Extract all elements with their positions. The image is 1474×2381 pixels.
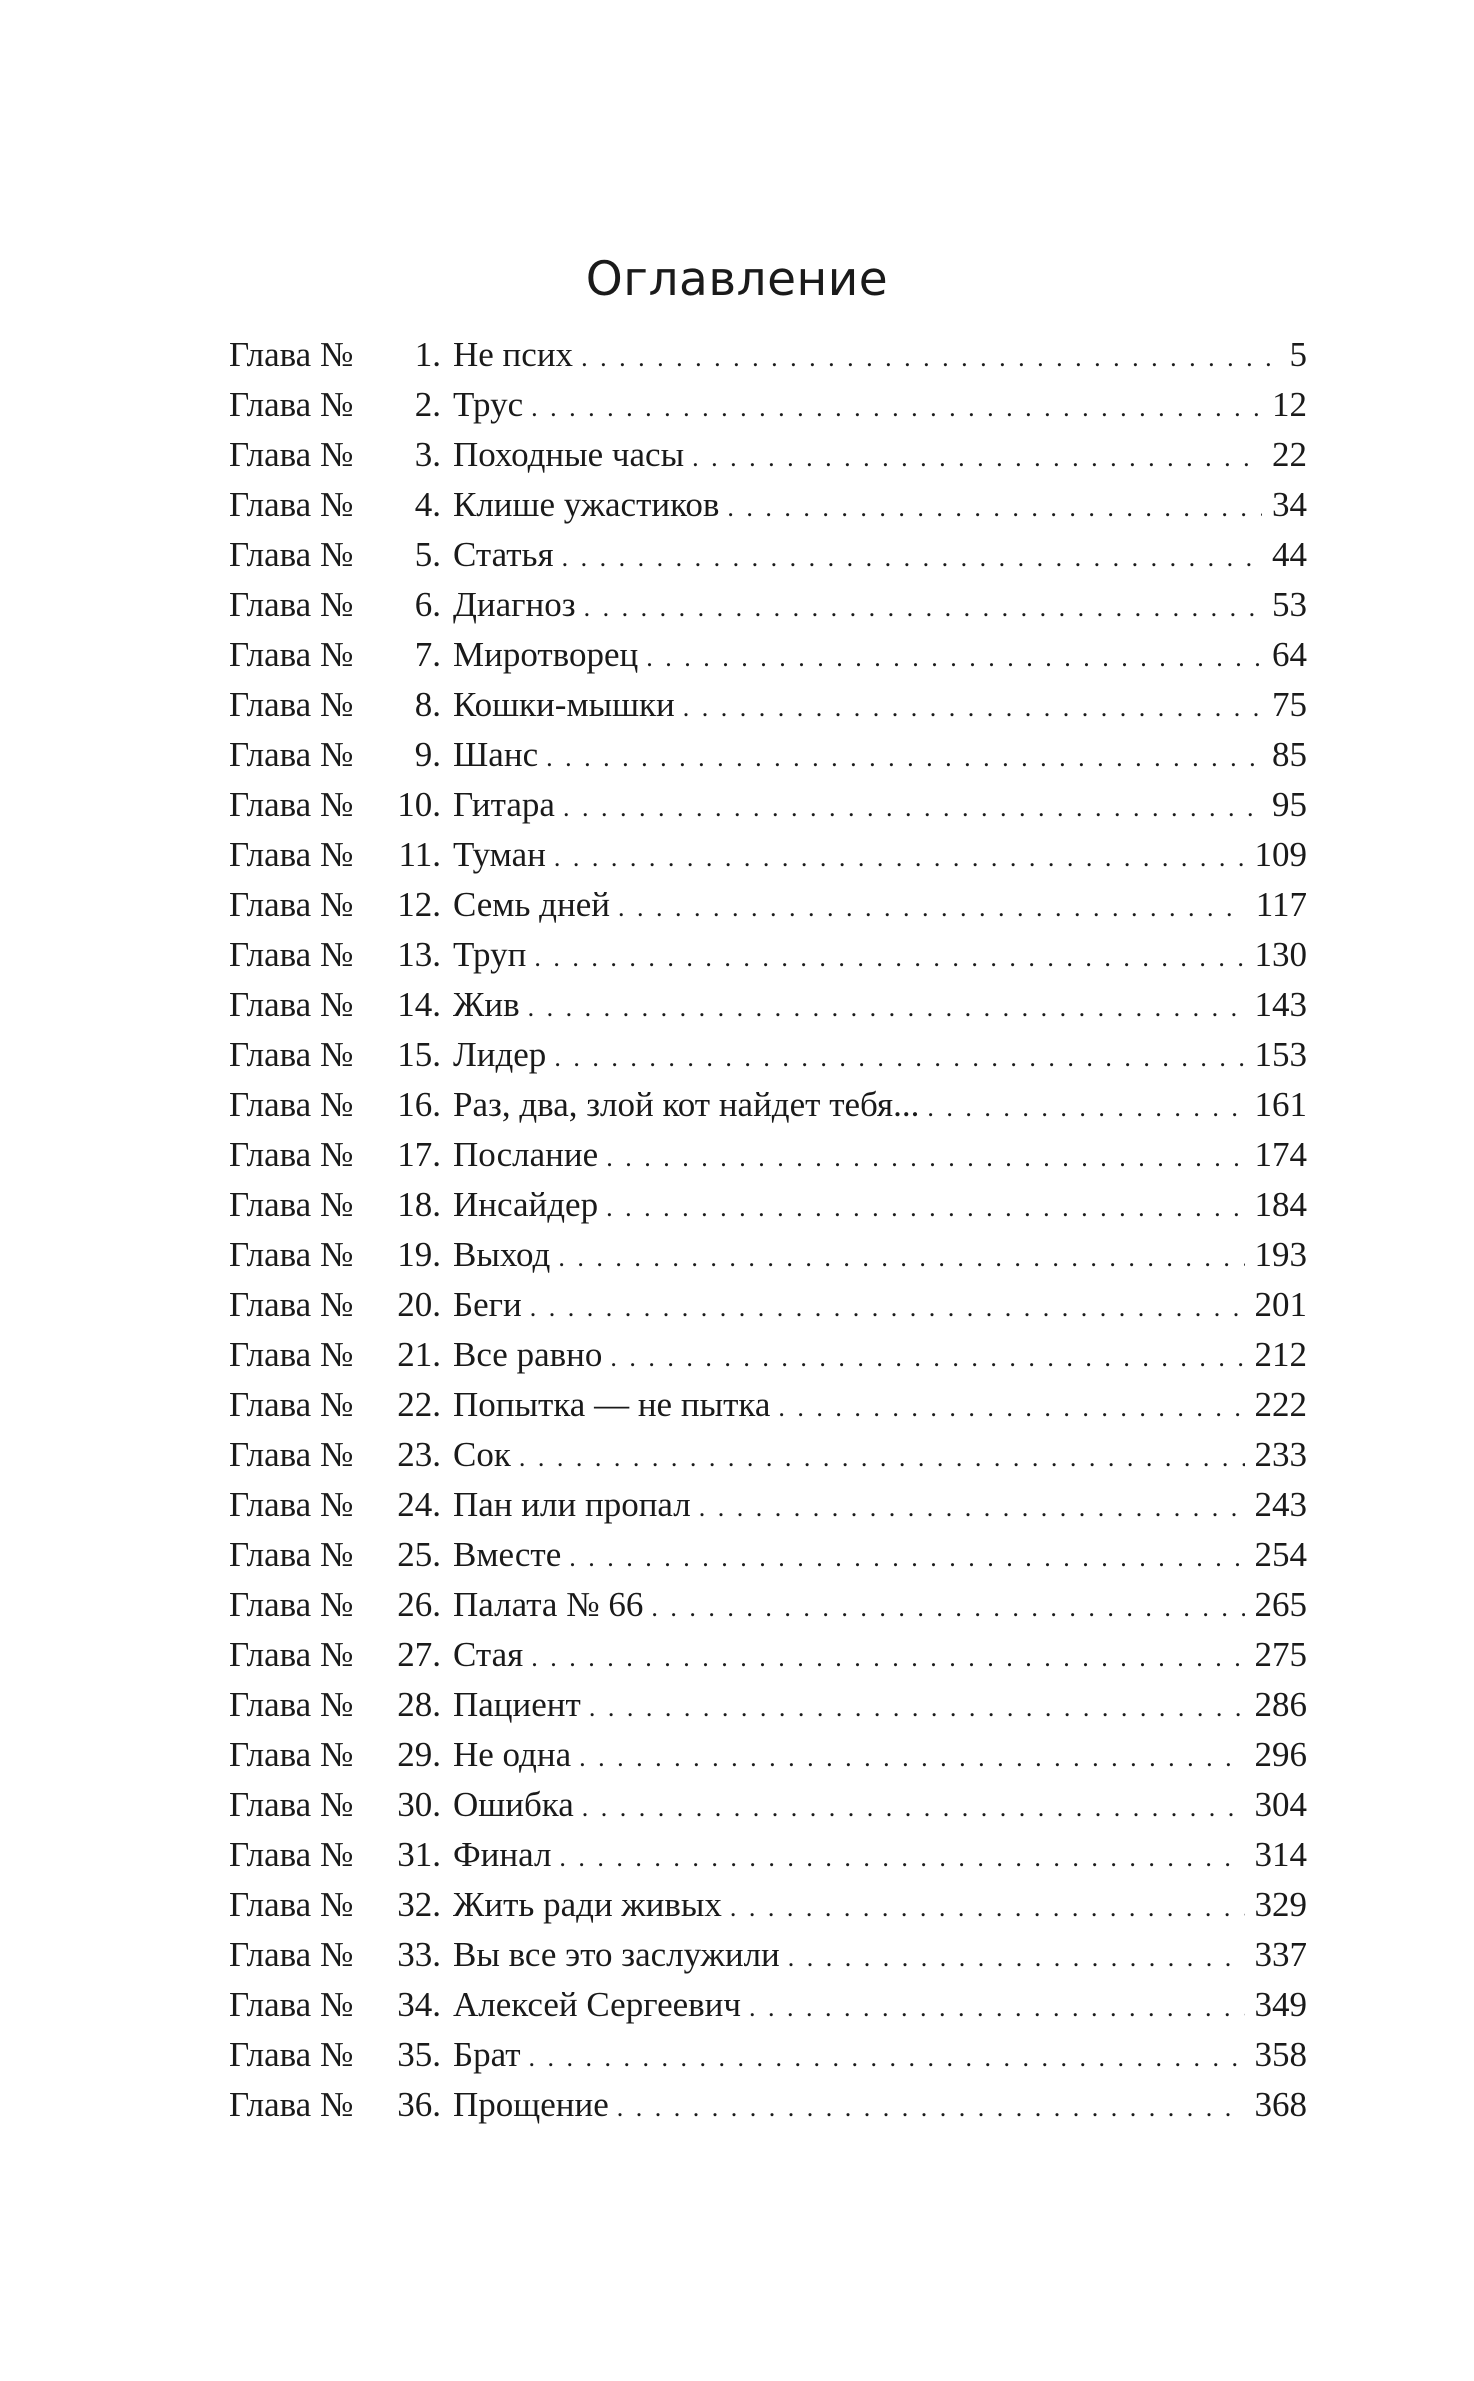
toc-entry[interactable] (229, 480, 1307, 530)
chapter-number: 21. (397, 1335, 441, 1374)
chapter-title: Прощение (453, 2085, 609, 2124)
page-number: 265 (1254, 1585, 1307, 1624)
toc-entry[interactable] (229, 880, 1307, 930)
toc-entry[interactable] (229, 580, 1307, 630)
page-number: 143 (1254, 985, 1307, 1024)
toc-entry[interactable] (229, 680, 1307, 730)
chapter-title: Сок (453, 1435, 511, 1474)
chapter-number: 4. (414, 485, 441, 524)
chapter-prefix: Глава № (229, 1285, 354, 1324)
page-number: 329 (1254, 1885, 1307, 1924)
chapter-prefix: Глава № (229, 1385, 354, 1424)
dot-leader (563, 783, 1262, 833)
chapter-title: Семь дней (453, 885, 610, 924)
page-number: 358 (1254, 2035, 1307, 2074)
page-number: 243 (1254, 1485, 1307, 1524)
page-number: 5 (1289, 335, 1307, 374)
dot-leader (534, 933, 1244, 983)
page-number: 117 (1255, 885, 1307, 924)
chapter-number: 5. (414, 535, 441, 574)
toc-entry[interactable] (229, 1980, 1307, 2030)
chapter-prefix: Глава № (229, 1935, 354, 1974)
chapter-title: Выход (453, 1235, 551, 1274)
chapter-prefix: Глава № (229, 2035, 354, 2074)
chapter-title: Пан или пропал (453, 1485, 691, 1524)
page-number: 12 (1272, 385, 1307, 424)
toc-entry[interactable] (229, 730, 1307, 780)
page-number: 95 (1272, 785, 1307, 824)
chapter-number: 20. (397, 1285, 441, 1324)
chapter-number: 7. (414, 635, 441, 674)
dot-leader (646, 633, 1262, 683)
chapter-prefix: Глава № (229, 1185, 354, 1224)
chapter-prefix: Глава № (229, 1985, 354, 2024)
chapter-prefix: Глава № (229, 885, 354, 924)
page-number: 109 (1254, 835, 1307, 874)
dot-leader (692, 433, 1262, 483)
chapter-title: Инсайдер (453, 1185, 599, 1224)
dot-leader (699, 1483, 1245, 1533)
chapter-number: 12. (397, 885, 441, 924)
chapter-prefix: Глава № (229, 1885, 354, 1924)
chapter-title: Пациент (453, 1685, 581, 1724)
page-number: 337 (1254, 1935, 1307, 1974)
toc-entry[interactable] (229, 1930, 1307, 1980)
toc-entry[interactable] (229, 1630, 1307, 1680)
dot-leader (749, 1983, 1244, 2033)
chapter-title: Статья (453, 535, 554, 574)
toc-entry[interactable] (229, 1230, 1307, 1280)
chapter-number: 8. (414, 685, 441, 724)
toc-entry[interactable] (229, 380, 1307, 430)
toc-entry[interactable] (229, 830, 1307, 880)
chapter-number: 33. (397, 1935, 441, 1974)
dot-leader (651, 1583, 1244, 1633)
chapter-number: 36. (397, 2085, 441, 2124)
chapter-number: 19. (397, 1235, 441, 1274)
dot-leader (554, 833, 1245, 883)
chapter-number: 23. (397, 1435, 441, 1474)
chapter-number: 22. (397, 1385, 441, 1424)
chapter-number: 10. (397, 785, 441, 824)
chapter-prefix: Глава № (229, 585, 354, 624)
page-number: 75 (1272, 685, 1307, 724)
chapter-title: Вы все это заслужили (453, 1935, 780, 1974)
chapter-prefix: Глава № (229, 1435, 354, 1474)
chapter-number: 32. (397, 1885, 441, 1924)
toc-entry[interactable] (229, 1530, 1307, 1580)
chapter-prefix: Глава № (229, 1685, 354, 1724)
chapter-prefix: Глава № (229, 1785, 354, 1824)
page-number: 34 (1272, 485, 1307, 524)
dot-leader (579, 1733, 1244, 1783)
toc-entry[interactable] (229, 330, 1307, 380)
chapter-prefix: Глава № (229, 635, 354, 674)
chapter-title: Не одна (453, 1735, 572, 1774)
toc-entry[interactable] (229, 1130, 1307, 1180)
chapter-number: 11. (398, 835, 441, 874)
page-number: 286 (1254, 1685, 1307, 1724)
dot-leader (606, 1183, 1244, 1233)
dot-leader (778, 1383, 1244, 1433)
toc-entry[interactable] (229, 430, 1307, 480)
page-number: 368 (1254, 2085, 1307, 2124)
chapter-prefix: Глава № (229, 485, 354, 524)
page-number: 130 (1254, 935, 1307, 974)
chapter-title: Жить ради живых (453, 1885, 722, 1924)
chapter-title: Клише ужастиков (453, 485, 720, 524)
dot-leader (610, 1333, 1244, 1383)
chapter-number: 1. (414, 335, 441, 374)
chapter-title: Брат (453, 2035, 521, 2074)
dot-leader (581, 333, 1279, 383)
page-number: 314 (1254, 1835, 1307, 1874)
chapter-title: Туман (453, 835, 546, 874)
dot-leader (531, 383, 1262, 433)
toc-entry[interactable] (229, 1180, 1307, 1230)
chapter-title: Палата № 66 (453, 1585, 644, 1624)
page-number: 184 (1254, 1185, 1307, 1224)
dot-leader (529, 2033, 1245, 2083)
chapter-prefix: Глава № (229, 1735, 354, 1774)
chapter-prefix: Глава № (229, 1085, 354, 1124)
dot-leader (582, 1783, 1245, 1833)
toc-entry[interactable] (229, 1780, 1307, 1830)
toc-entry[interactable] (229, 1480, 1307, 1530)
chapter-title: Послание (453, 1135, 599, 1174)
page-number: 153 (1254, 1035, 1307, 1074)
toc-entry[interactable] (229, 1080, 1307, 1130)
dot-leader (618, 883, 1246, 933)
dot-leader (727, 483, 1262, 533)
chapter-title: Все равно (453, 1335, 603, 1374)
toc-entry[interactable] (229, 980, 1307, 1030)
dot-leader (530, 1283, 1245, 1333)
chapter-prefix: Глава № (229, 985, 354, 1024)
chapter-title: Попытка — не пытка (453, 1385, 771, 1424)
page-number: 254 (1254, 1535, 1307, 1574)
dot-leader (546, 733, 1262, 783)
dot-leader (554, 1033, 1244, 1083)
page-number: 275 (1254, 1635, 1307, 1674)
dot-leader (528, 983, 1245, 1033)
chapter-title: Лидер (453, 1035, 547, 1074)
chapter-prefix: Глава № (229, 735, 354, 774)
chapter-prefix: Глава № (229, 1035, 354, 1074)
chapter-title: Стая (453, 1635, 524, 1674)
chapter-prefix: Глава № (229, 435, 354, 474)
chapter-prefix: Глава № (229, 535, 354, 574)
chapter-prefix: Глава № (229, 685, 354, 724)
chapter-title: Труп (453, 935, 527, 974)
chapter-title: Финал (453, 1835, 552, 1874)
page-number: 53 (1272, 585, 1307, 624)
page-number: 233 (1254, 1435, 1307, 1474)
chapter-title: Диагноз (453, 585, 576, 624)
chapter-number: 16. (397, 1085, 441, 1124)
chapter-number: 24. (397, 1485, 441, 1524)
chapter-prefix: Глава № (229, 1635, 354, 1674)
chapter-title: Беги (453, 1285, 522, 1324)
chapter-title: Походные часы (453, 435, 685, 474)
dot-leader (519, 1433, 1245, 1483)
chapter-prefix: Глава № (229, 835, 354, 874)
page-number: 212 (1254, 1335, 1307, 1374)
chapter-number: 35. (397, 2035, 441, 2074)
chapter-title: Шанс (453, 735, 539, 774)
chapter-number: 13. (397, 935, 441, 974)
chapter-title: Ошибка (453, 1785, 574, 1824)
toc-entry[interactable] (229, 1280, 1307, 1330)
chapter-prefix: Глава № (229, 1335, 354, 1374)
chapter-prefix: Глава № (229, 335, 354, 374)
chapter-number: 9. (414, 735, 441, 774)
dot-leader (562, 533, 1262, 583)
chapter-prefix: Глава № (229, 785, 354, 824)
dot-leader (617, 2083, 1245, 2133)
toc-entry[interactable] (229, 1430, 1307, 1480)
dot-leader (558, 1233, 1244, 1283)
chapter-prefix: Глава № (229, 2085, 354, 2124)
chapter-number: 26. (397, 1585, 441, 1624)
toc-entry[interactable] (229, 1580, 1307, 1630)
chapter-prefix: Глава № (229, 1535, 354, 1574)
chapter-number: 29. (397, 1735, 441, 1774)
dot-leader (569, 1533, 1244, 1583)
chapter-number: 25. (397, 1535, 441, 1574)
dot-leader (559, 1833, 1244, 1883)
chapter-number: 2. (414, 385, 441, 424)
page-number: 304 (1254, 1785, 1307, 1824)
chapter-title: Трус (453, 385, 524, 424)
chapter-number: 14. (397, 985, 441, 1024)
toc-entry[interactable] (229, 930, 1307, 980)
toc-entry[interactable] (229, 1680, 1307, 1730)
toc-entry[interactable] (229, 530, 1307, 580)
chapter-number: 34. (397, 1985, 441, 2024)
toc-entry[interactable] (229, 1830, 1307, 1880)
chapter-title: Алексей Сергеевич (453, 1985, 742, 2024)
dot-leader (584, 583, 1262, 633)
toc-entry[interactable] (229, 630, 1307, 680)
chapter-prefix: Глава № (229, 1835, 354, 1874)
toc-entry[interactable] (229, 2030, 1307, 2080)
chapter-number: 6. (414, 585, 441, 624)
toc-entry[interactable] (229, 780, 1307, 830)
page-title: Оглавление (585, 252, 889, 307)
chapter-number: 18. (397, 1185, 441, 1224)
chapter-prefix: Глава № (229, 1585, 354, 1624)
page-number: 201 (1254, 1285, 1307, 1324)
dot-leader (730, 1883, 1245, 1933)
toc-entry[interactable] (229, 1880, 1307, 1930)
table-of-contents (229, 330, 1307, 2130)
chapter-title: Раз, два, злой кот найдет тебя... (453, 1085, 920, 1124)
page-number: 193 (1254, 1235, 1307, 1274)
page-number: 222 (1254, 1385, 1307, 1424)
page-number: 161 (1254, 1085, 1307, 1124)
chapter-title: Не псих (453, 335, 574, 374)
page-number: 296 (1254, 1735, 1307, 1774)
dot-leader (927, 1083, 1244, 1133)
page-number: 44 (1272, 535, 1307, 574)
toc-entry[interactable] (229, 1730, 1307, 1780)
chapter-prefix: Глава № (229, 1135, 354, 1174)
chapter-prefix: Глава № (229, 1235, 354, 1274)
toc-entry[interactable] (229, 2080, 1307, 2130)
chapter-title: Вместе (453, 1535, 562, 1574)
toc-entry[interactable] (229, 1380, 1307, 1430)
chapter-title: Миротворец (453, 635, 639, 674)
page-number: 64 (1272, 635, 1307, 674)
chapter-number: 30. (397, 1785, 441, 1824)
dot-leader (683, 683, 1262, 733)
chapter-number: 27. (397, 1635, 441, 1674)
page-number: 85 (1272, 735, 1307, 774)
dot-leader (531, 1633, 1244, 1683)
dot-leader (589, 1683, 1245, 1733)
chapter-title: Жив (453, 985, 520, 1024)
toc-entry[interactable] (229, 1330, 1307, 1380)
chapter-number: 17. (397, 1135, 441, 1174)
dot-leader (606, 1133, 1244, 1183)
toc-entry[interactable] (229, 1030, 1307, 1080)
chapter-number: 28. (397, 1685, 441, 1724)
chapter-prefix: Глава № (229, 385, 354, 424)
dot-leader (788, 1933, 1245, 1983)
chapter-prefix: Глава № (229, 1485, 354, 1524)
chapter-prefix: Глава № (229, 935, 354, 974)
page-number: 22 (1272, 435, 1307, 474)
chapter-title: Гитара (453, 785, 555, 824)
chapter-number: 3. (414, 435, 441, 474)
chapter-number: 31. (397, 1835, 441, 1874)
page-number: 349 (1254, 1985, 1307, 2024)
chapter-number: 15. (397, 1035, 441, 1074)
chapter-title: Кошки-мышки (453, 685, 675, 724)
page-number: 174 (1254, 1135, 1307, 1174)
